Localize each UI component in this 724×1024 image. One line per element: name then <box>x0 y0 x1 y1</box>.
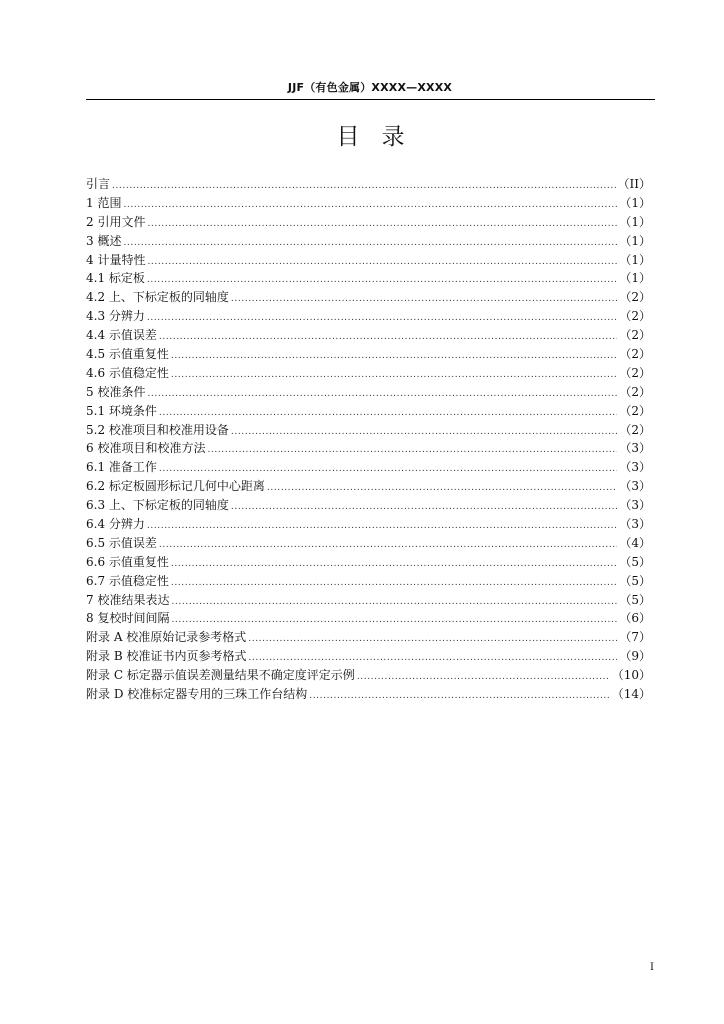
toc-entry-page: （II） <box>617 177 651 191</box>
toc-leader-dots <box>267 479 617 498</box>
toc-entry-label: 3 概述 <box>86 233 122 248</box>
toc-entry-page: （3） <box>619 498 651 513</box>
toc-entry-label: 6.2 标定板圆形标记几何中心距离 <box>86 479 265 494</box>
toc-entry[interactable] <box>86 213 651 232</box>
toc-entry-label: 6.1 准备工作 <box>86 460 157 475</box>
toc-entry-page: （14） <box>611 687 651 702</box>
toc-entry-label: 5.2 校准项目和校准用设备 <box>86 422 229 437</box>
toc-entry-page: （2） <box>619 365 651 380</box>
toc-entry-page: （9） <box>619 649 651 664</box>
toc-entry-label: 6 校准项目和校准方法 <box>86 441 206 456</box>
toc-entry-page: （2） <box>619 328 651 343</box>
toc-entry-page: （1） <box>619 252 651 267</box>
toc-leader-dots <box>159 536 617 555</box>
toc-entry-label: 附录 B 校准证书内页参考格式 <box>86 649 247 664</box>
toc-entry[interactable] <box>86 534 651 553</box>
toc-entry[interactable] <box>86 572 651 591</box>
toc-leader-dots <box>171 555 617 574</box>
toc-entry-page: （3） <box>619 479 651 494</box>
toc-entry[interactable] <box>86 647 651 666</box>
toc-entry-page: （3） <box>619 517 651 532</box>
toc-entry[interactable] <box>86 666 651 685</box>
toc-entry-page: （3） <box>619 441 651 456</box>
table-of-contents <box>86 175 651 704</box>
toc-leader-dots <box>171 366 617 385</box>
toc-entry[interactable] <box>86 383 651 402</box>
toc-entry[interactable] <box>86 232 651 251</box>
toc-entry-label: 8 复校时间间隔 <box>86 611 170 626</box>
toc-leader-dots <box>231 498 617 517</box>
toc-entry[interactable] <box>86 326 651 345</box>
toc-entry-label: 2 引用文件 <box>86 214 146 229</box>
header-divider <box>86 99 655 100</box>
toc-leader-dots <box>147 253 617 272</box>
toc-entry-label: 4.1 标定板 <box>86 271 145 286</box>
toc-leader-dots <box>123 196 617 215</box>
toc-leader-dots <box>147 517 617 536</box>
toc-leader-dots <box>357 668 610 687</box>
toc-entry[interactable] <box>86 194 651 213</box>
toc-entry[interactable] <box>86 496 651 515</box>
toc-entry-label: 5 校准条件 <box>86 384 146 399</box>
toc-entry-label: 7 校准结果表达 <box>86 592 170 607</box>
toc-entry-label: 5.1 环境条件 <box>86 403 157 418</box>
toc-entry-page: （3） <box>619 460 651 475</box>
toc-entry[interactable] <box>86 364 651 383</box>
toc-entry-label: 附录 D 校准标定器专用的三珠工作台结构 <box>86 687 308 702</box>
toc-leader-dots <box>159 328 617 347</box>
toc-leader-dots <box>123 234 617 253</box>
toc-entry-page: （2） <box>619 309 651 324</box>
toc-entry-page: （1） <box>619 195 651 210</box>
toc-leader-dots <box>147 215 617 234</box>
toc-entry[interactable] <box>86 591 651 610</box>
toc-entry-label: 4 计量特性 <box>86 252 146 267</box>
toc-entry-label: 引言 <box>86 177 111 191</box>
toc-entry[interactable] <box>86 477 651 496</box>
toc-entry[interactable] <box>86 439 651 458</box>
toc-entry-page: （2） <box>619 384 651 399</box>
toc-entry-page: （1） <box>619 233 651 248</box>
toc-entry[interactable] <box>86 307 651 326</box>
toc-entry-page: （2） <box>619 422 651 437</box>
toc-entry[interactable] <box>86 515 651 534</box>
toc-entry[interactable] <box>86 251 651 270</box>
toc-entry-page: （5） <box>619 592 651 607</box>
toc-leader-dots <box>309 687 609 706</box>
toc-entry[interactable] <box>86 175 651 194</box>
toc-entry-label: 6.5 示值误差 <box>86 535 157 550</box>
toc-entry[interactable] <box>86 402 651 421</box>
toc-entry[interactable] <box>86 421 651 440</box>
toc-leader-dots <box>171 593 617 612</box>
toc-entry-label: 4.3 分辨力 <box>86 309 145 324</box>
toc-entry-page: （5） <box>619 573 651 588</box>
toc-entry[interactable] <box>86 269 651 288</box>
toc-leader-dots <box>207 441 617 460</box>
toc-leader-dots <box>112 177 616 196</box>
toc-entry-page: （2） <box>619 347 651 362</box>
page-number: I <box>650 962 654 973</box>
toc-entry-label: 附录 A 校准原始记录参考格式 <box>86 630 247 645</box>
toc-entry-label: 4.5 示值重复性 <box>86 347 169 362</box>
toc-entry-page: （7） <box>619 630 651 645</box>
toc-entry-page: （2） <box>619 403 651 418</box>
toc-entry-label: 4.2 上、下标定板的同轴度 <box>86 290 229 305</box>
toc-entry-page: （1） <box>619 214 651 229</box>
toc-entry-label: 6.7 示值稳定性 <box>86 573 169 588</box>
toc-entry-page: （5） <box>619 554 651 569</box>
toc-entry-label: 4.6 示值稳定性 <box>86 365 169 380</box>
toc-entry-label: 6.6 示值重复性 <box>86 554 169 569</box>
toc-entry-label: 6.4 分辨力 <box>86 517 145 532</box>
toc-entry-label: 4.4 示值误差 <box>86 328 157 343</box>
toc-leader-dots <box>231 290 617 309</box>
toc-entry-page: （6） <box>619 611 651 626</box>
toc-entry[interactable] <box>86 628 651 647</box>
toc-entry[interactable] <box>86 288 651 307</box>
toc-entry-page: （4） <box>619 535 651 550</box>
toc-leader-dots <box>147 385 617 404</box>
toc-leader-dots <box>248 630 617 649</box>
toc-leader-dots <box>147 309 617 328</box>
page-title: 目录 <box>336 124 427 150</box>
toc-entry-label: 附录 C 标定器示值误差测量结果不确定度评定示例 <box>86 668 355 683</box>
toc-entry[interactable] <box>86 345 651 364</box>
toc-leader-dots <box>171 347 617 366</box>
toc-leader-dots <box>231 423 617 442</box>
toc-entry-page: （1） <box>619 271 651 286</box>
page-header: JJF（有色金属）XXXX—XXXX <box>287 81 453 94</box>
toc-entry[interactable] <box>86 553 651 572</box>
toc-entry-page: （2） <box>619 290 651 305</box>
toc-leader-dots <box>171 574 617 593</box>
toc-entry-label: 1 范围 <box>86 195 122 210</box>
toc-entry-page: （10） <box>611 668 651 683</box>
toc-entry[interactable] <box>86 685 651 704</box>
toc-entry-label: 6.3 上、下标定板的同轴度 <box>86 498 229 513</box>
toc-entry[interactable] <box>86 609 651 628</box>
toc-entry[interactable] <box>86 458 651 477</box>
